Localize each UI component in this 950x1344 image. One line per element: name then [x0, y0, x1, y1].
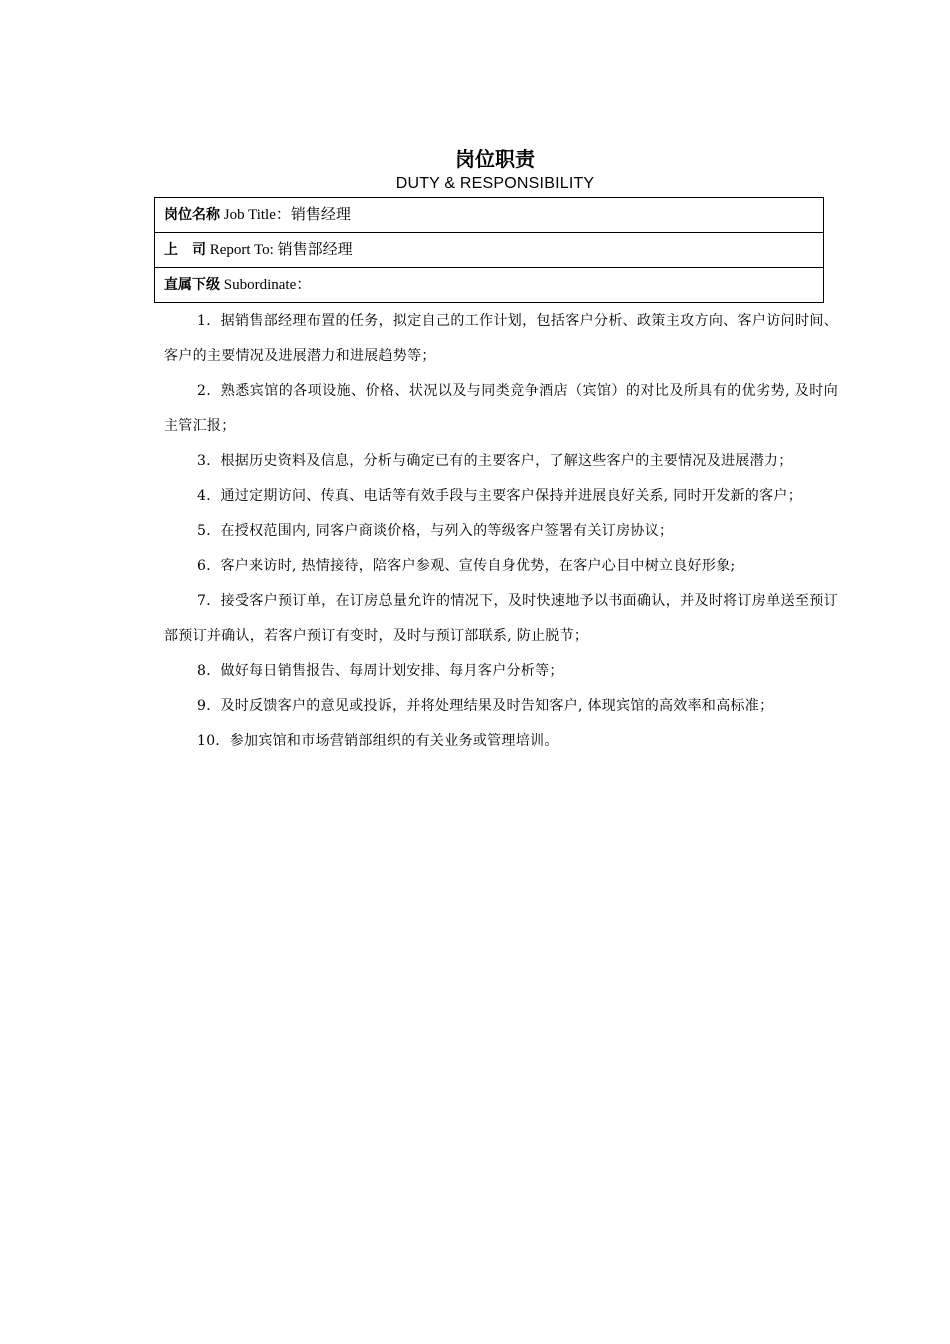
job-title-row: [155, 198, 824, 233]
page-title: 岗位职责: [455, 147, 535, 171]
page-subtitle: DUTY & RESPONSIBILITY: [395, 175, 595, 192]
duty-item-5: 5．在授权范围内, 同客户商谈价格，与列入的等级客户签署有关订房协议；: [197, 523, 674, 539]
job-title-cell: [155, 198, 824, 233]
report-to-value: Report To: 销售部经理: [206, 242, 353, 258]
duty-item-1: 1．据销售部经理布置的任务，拟定自己的工作计划，包括客户分析、政策主攻方向、客户访问时间、客户的主要情况及进展潜力和进展趋势等；: [164, 313, 838, 364]
subordinate-cell: [155, 268, 824, 303]
job-info-table: [154, 197, 824, 303]
duty-item-4: 4．通过定期访问、传真、电话等有效手段与主要客户保持并进展良好关系, 同时开发新的客户；: [197, 488, 803, 504]
subordinate-row: [155, 268, 824, 303]
duty-list: [164, 304, 838, 759]
duty-item-6: 6．客户来访时, 热情接待，陪客户参观、宣传自身优势，在客户心目中树立良好形象;: [197, 558, 736, 574]
job-title-value: Job Title：销售经理: [220, 207, 351, 223]
job-title-label: 岗位名称: [164, 207, 220, 223]
duty-item-8: 8．做好每日销售报告、每周计划安排、每月客户分析等；: [197, 663, 564, 679]
duty-item-2: 2．熟悉宾馆的各项设施、价格、状况以及与同类竞争酒店（宾馆）的对比及所具有的优劣势, 及时向主管汇报；: [164, 383, 838, 434]
duty-item-7: 7．接受客户预订单，在订房总量允许的情况下，及时快速地予以书面确认，并及时将订房单送至预订部预订并确认，若客户预订有变时，及时与预订部联系, 防止脱节；: [164, 593, 838, 644]
subordinate-value: Subordinate：: [220, 277, 312, 293]
report-to-cell: [155, 233, 824, 268]
duty-item-10: 10．参加宾馆和市场营销部组织的有关业务或管理培训。: [197, 733, 559, 749]
report-to-row: [155, 233, 824, 268]
subordinate-label: 直属下级: [164, 277, 220, 293]
duty-item-3: 3．根据历史资料及信息，分析与确定已有的主要客户，了解这些客户的主要情况及进展潜力；: [197, 453, 793, 469]
report-to-label: 上 司: [164, 242, 206, 258]
duty-item-9: 9．及时反馈客户的意见或投诉，并将处理结果及时告知客户, 体现宾馆的高效率和高标准；: [197, 698, 774, 714]
